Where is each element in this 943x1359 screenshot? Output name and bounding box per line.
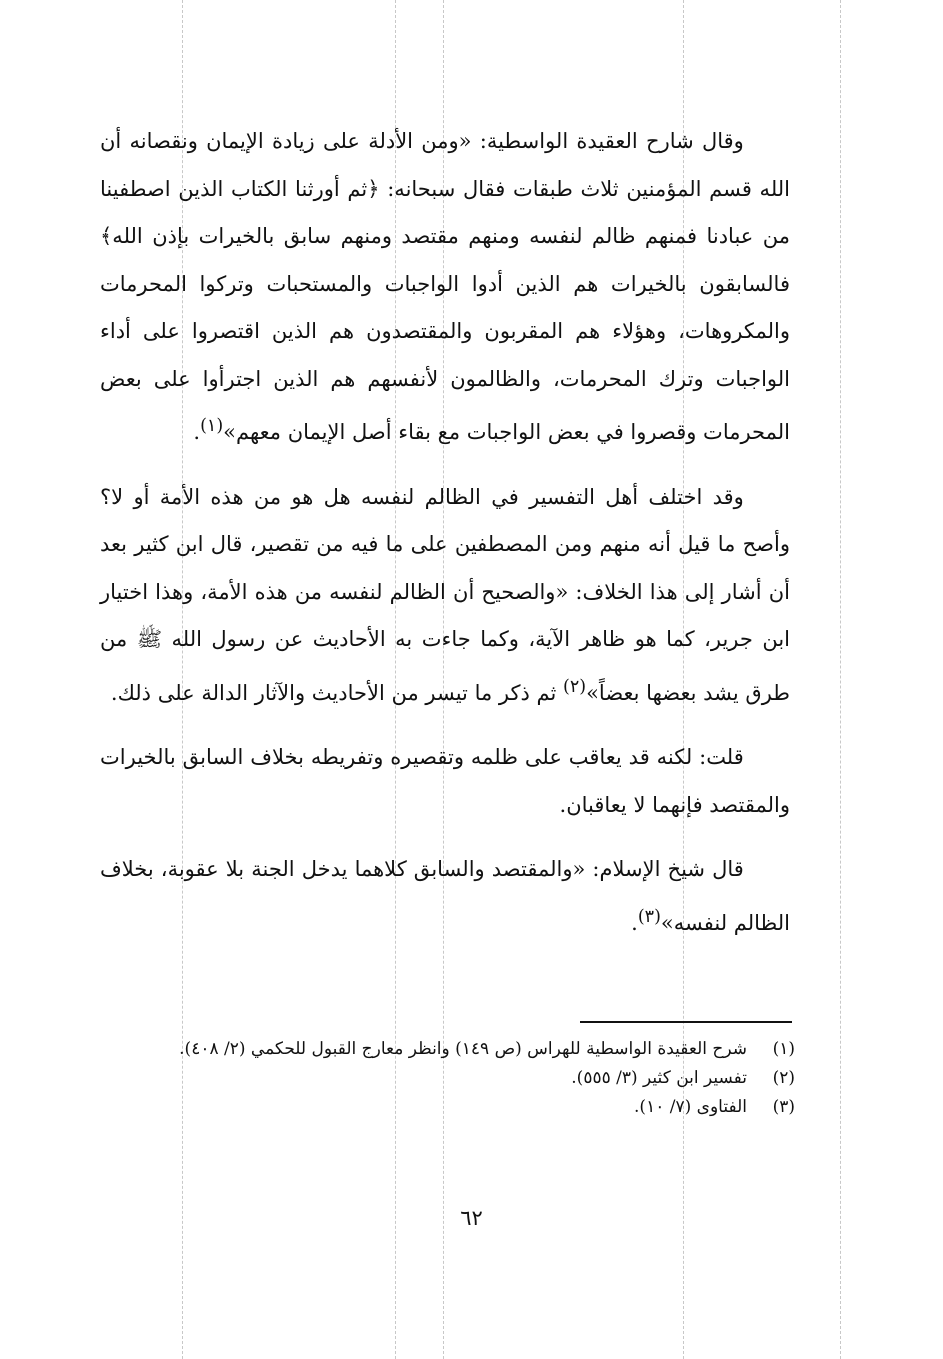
paragraph-3 bbox=[100, 734, 790, 829]
paragraph-text: وقد اختلف أهل التفسير في الظالم لنفسه هل هو من هذه الأمة أو لا؟ وأصح ما قيل أنه منهم ومن المصطفين على ما فيه من تقصير، قال ابن كثير بعد أن أشار إلى هذا الخلاف: «والصحيح أن الظالم لنفسه من هذه الأمة، وهذا اختيار ابن جرير، كما هو ظاهر الآية، وكما جاءت به الأحاديث عن رسول الله ﷺ من طرق يشد بعضها بعضاً» bbox=[100, 484, 790, 705]
footnote-number: (٢) bbox=[772, 1068, 795, 1088]
footnote-text: شرح العقيدة الواسطية للهراس (ص ١٤٩) وانظر معارج القبول للحكمي (٢/ ٤٠٨). bbox=[179, 1039, 747, 1059]
footnotes bbox=[100, 1035, 795, 1122]
paragraph-2 bbox=[100, 474, 790, 718]
footnote-2 bbox=[100, 1064, 795, 1093]
scan-artifact-line bbox=[840, 0, 841, 1359]
footnote-ref: (٢) bbox=[563, 676, 587, 697]
paragraph-4 bbox=[100, 846, 790, 947]
paragraph-text: وقال شارح العقيدة الواسطية: «ومن الأدلة على زيادة الإيمان ونقصانه أن الله قسم المؤمنين ثلاث طبقات فقال سبحانه: ﴿ثم أورثنا الكتاب الذين اصطفينا من عبادنا فمنهم ظالم لنفسه ومنهم مقتصد ومنهم سابق بالخيرات بإذن الله﴾ فالسابقون بالخيرات هم الذين أدوا الواجبات والمستحبات وتركوا المحرمات والمكروهات، وهؤلاء هم المقربون والمقتصدون هم الذين اقتصروا على أداء الواجبات وترك المحرمات، والظالمون لأنفسهم هم الذين اجترأوا على بعض المحرمات وقصروا في بعض الواجبات مع بقاء أصل الإيمان معهم» bbox=[100, 129, 790, 444]
footnote-1 bbox=[100, 1035, 795, 1064]
paragraph-text: قال شيخ الإسلام: «والمقتصد والسابق كلاهما يدخل الجنة بلا عقوبة، بخلاف الظالم لنفسه» bbox=[100, 857, 790, 935]
paragraph-text: قلت: لكنه قد يعاقب على ظلمه وتقصيره وتفريطه بخلاف السابق بالخيرات والمقتصد فإنهما لا يعاقبان. bbox=[100, 745, 790, 817]
main-text bbox=[100, 118, 790, 964]
paragraph-1 bbox=[100, 118, 790, 457]
footnote-number: (١) bbox=[772, 1039, 795, 1059]
footnote-text: الفتاوى (٧/ ١٠). bbox=[634, 1097, 747, 1117]
footnote-ref: (١) bbox=[200, 416, 224, 436]
footnote-divider bbox=[580, 1021, 792, 1023]
footnote-number: (٣) bbox=[772, 1097, 795, 1117]
paragraph-end: . bbox=[193, 420, 201, 444]
page-number: ٦٢ bbox=[460, 1206, 483, 1230]
footnote-3 bbox=[100, 1093, 795, 1122]
paragraph-end: . bbox=[631, 910, 638, 935]
footnote-text: تفسير ابن كثير (٣/ ٥٥٥). bbox=[571, 1068, 747, 1088]
footnote-ref: (٣) bbox=[637, 906, 661, 927]
paragraph-end: ثم ذكر ما تيسر من الأحاديث والآثار الدالة على ذلك. bbox=[110, 680, 564, 705]
